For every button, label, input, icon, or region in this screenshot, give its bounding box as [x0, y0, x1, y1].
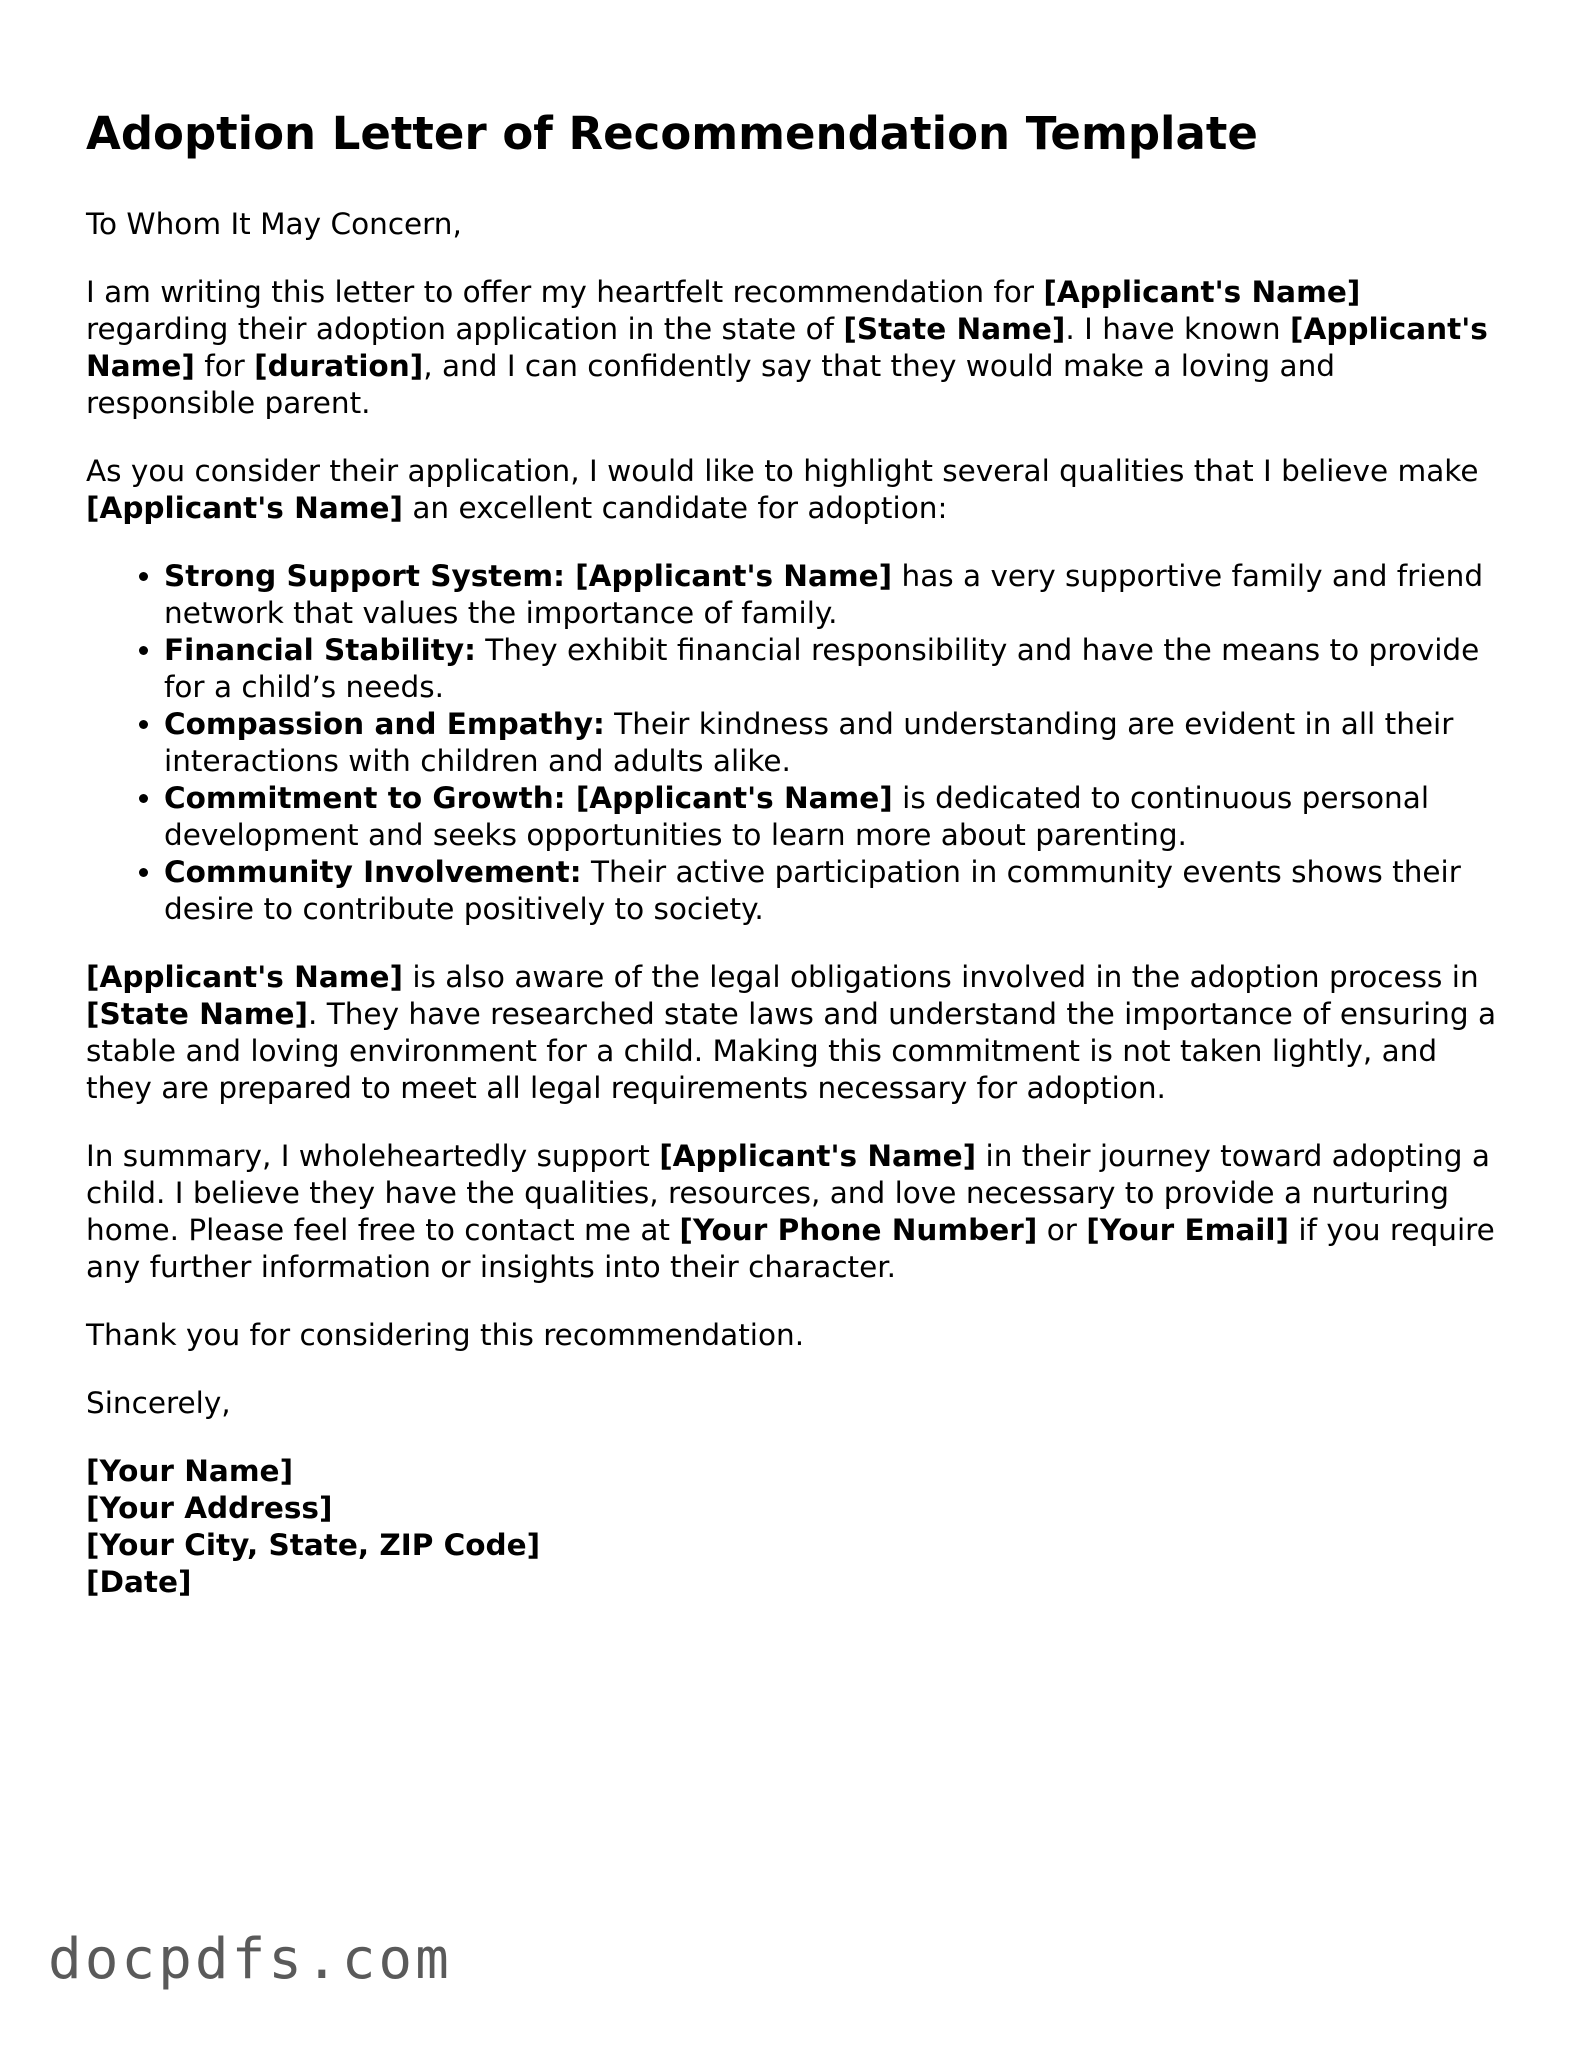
text-segment: in their journey toward adopting a child. I believe they have the qualities, resources, and love necessary to provide a nurturing home. Please feel free to contact me at — [86, 1139, 1490, 1247]
quality-text: Their active participation in community events shows their desire to contribute positively to society. — [164, 855, 1461, 926]
text-segment: As you consider their application, I would like to highlight several qualities that I believe make — [86, 454, 1479, 488]
text-segment: an excellent candidate for adoption: — [402, 491, 948, 525]
quality-text: Their kindness and understanding are evident in all their interactions with children and adults alike. — [164, 707, 1454, 778]
placeholder-applicant-name: [Applicant's Name] — [86, 491, 403, 525]
placeholder-duration: [duration] — [254, 349, 424, 383]
text-segment: , and I can confidently say that they would make a loving and responsible parent. — [86, 349, 1335, 420]
signature-name: [Your Name] — [86, 1454, 294, 1488]
placeholder-email: [Your Email] — [1086, 1213, 1289, 1247]
summary-paragraph — [86, 1138, 1506, 1286]
text-segment: is also aware of the legal obligations involved in the adoption process in — [402, 960, 1479, 994]
list-item — [164, 780, 1506, 854]
placeholder-applicant-name: [Applicant's Name] — [1043, 275, 1361, 309]
legal-paragraph — [86, 959, 1506, 1107]
signature-date: [Date] — [86, 1565, 192, 1599]
quality-text: is dedicated to continuous personal development and seeks opportunities to learn more about parenting. — [164, 781, 1430, 852]
placeholder-state-name: [State Name] — [86, 997, 308, 1031]
signature-block — [86, 1453, 1506, 1601]
quality-label: Financial Stability: — [164, 633, 476, 667]
signoff: Sincerely, — [86, 1386, 231, 1420]
placeholder-applicant-name: [Applicant's Name] — [86, 312, 1488, 383]
text-segment: I am writing this letter to offer my heartfelt recommendation for — [86, 275, 1044, 309]
list-item — [164, 632, 1506, 706]
placeholder-applicant-name: [Applicant's Name] — [86, 960, 403, 994]
letter-page — [86, 104, 1506, 1601]
qualities-intro-paragraph — [86, 453, 1506, 527]
quality-label: Commitment to Growth: [Applicant's Name] — [164, 781, 893, 815]
quality-label: Strong Support System: [Applicant's Name] — [164, 559, 893, 593]
quality-text: They exhibit financial responsibility and have the means to provide for a child’s needs. — [164, 633, 1480, 704]
list-item — [164, 706, 1506, 780]
document-title: Adoption Letter of Recommendation Template — [86, 107, 1258, 160]
watermark: docpdfs.com — [48, 1927, 452, 1992]
text-segment: or — [1037, 1213, 1087, 1247]
placeholder-state-name: [State Name] — [843, 312, 1066, 346]
thanks-line: Thank you for considering this recommendation. — [86, 1318, 805, 1352]
quality-label: Community Involvement: — [164, 855, 582, 889]
salutation: To Whom It May Concern, — [86, 207, 462, 241]
intro-paragraph — [86, 274, 1506, 422]
list-item — [164, 558, 1506, 632]
placeholder-applicant-name: [Applicant's Name] — [659, 1139, 977, 1173]
text-segment: In summary, I wholeheartedly support — [86, 1139, 660, 1173]
text-segment: . I have known — [1065, 312, 1290, 346]
quality-text: has a very supportive family and friend network that values the importance of family. — [164, 559, 1484, 630]
text-segment: . They have researched state laws and understand the importance of ensuring a stable and loving environment for a child. Making this commitment is not taken lightly, and they are prepared to meet all legal requirements necessary for adoption. — [86, 997, 1497, 1105]
placeholder-phone-number: [Your Phone Number] — [679, 1213, 1038, 1247]
signature-city-state-zip: [Your City, State, ZIP Code] — [86, 1528, 541, 1562]
quality-label: Compassion and Empathy: — [164, 707, 605, 741]
signature-address: [Your Address] — [86, 1491, 333, 1525]
list-item — [164, 854, 1506, 928]
qualities-list — [86, 558, 1506, 928]
text-segment: if you require any further information or insights into their character. — [86, 1213, 1495, 1284]
text-segment: regarding their adoption application in the state of — [86, 312, 844, 346]
text-segment: for — [194, 349, 255, 383]
